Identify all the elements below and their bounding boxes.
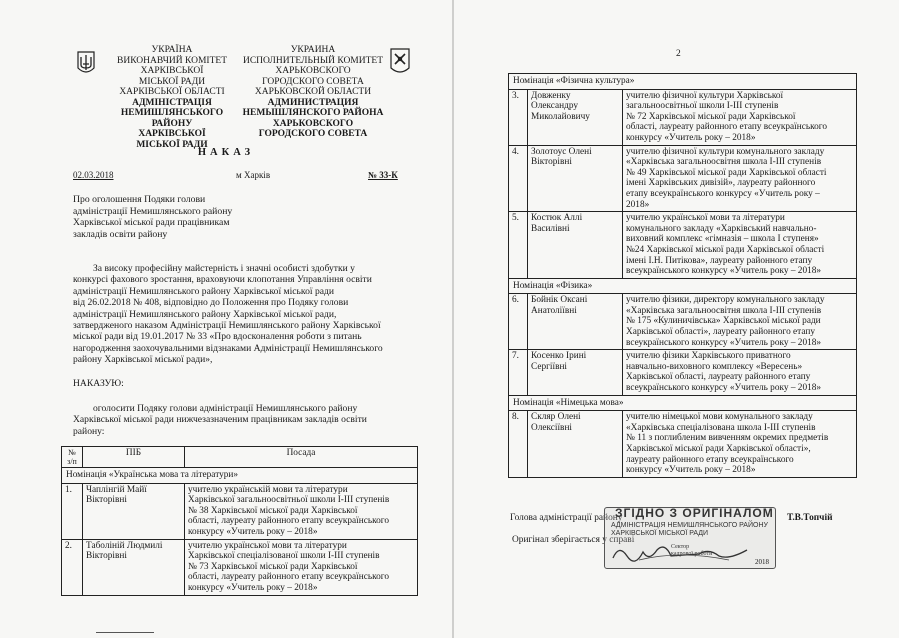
position-line: конкурсу «Учитель року – 2018» bbox=[626, 132, 756, 143]
position-line: конкурсу «Учитель року – 2018» bbox=[188, 526, 318, 537]
table-row bbox=[509, 294, 857, 350]
name-line: Таболіній Людмилі bbox=[86, 540, 163, 551]
row-position bbox=[623, 294, 857, 350]
position-line: учителю фізики, директору комунального закладу bbox=[626, 295, 825, 306]
table-row bbox=[509, 350, 857, 395]
header-line: ВИКОНАВЧИЙ КОМІТЕТ bbox=[117, 55, 227, 66]
position-line: Харківської спеціалізованої школи І-ІІІ ступенів bbox=[188, 551, 380, 562]
nomination-label: Номінація «Українська мова та літератури» bbox=[62, 468, 418, 484]
position-line: загальноосвітньої школи І-ІІІ ступенів bbox=[626, 101, 779, 112]
body-line: адміністрації Немишлянського району Харківської міської ради, bbox=[73, 308, 337, 320]
position-line: області, лауреату районного етапу всеукраїнського bbox=[626, 122, 828, 133]
table-row bbox=[62, 483, 418, 539]
name-line: Вікторівні bbox=[86, 551, 127, 562]
nomination-row bbox=[509, 395, 857, 411]
header-line: УКРАИНА bbox=[290, 45, 336, 55]
header-line: ХАРЬКОВСКОГО bbox=[272, 118, 354, 129]
document-subject bbox=[73, 194, 232, 240]
signatory-name: Т.В.Топчій bbox=[787, 513, 833, 523]
trident-emblem-icon bbox=[76, 50, 96, 81]
table-row bbox=[509, 411, 857, 478]
nomination-label: Номінація «Фізика» bbox=[509, 278, 857, 294]
position-line: учителю українській мови та літератури bbox=[188, 484, 348, 495]
row-name bbox=[528, 411, 623, 478]
row-number: 6. bbox=[509, 294, 528, 350]
body-line: адміністрації Немишлянського району Харківської міської ради bbox=[73, 285, 335, 297]
stamp-line: Сектор bbox=[671, 544, 690, 550]
stamp-line: ХАРКІВСЬКОЇ МІСЬКОЇ РАДИ bbox=[611, 530, 709, 537]
position-line: учителю фізичної культури Харківської bbox=[626, 90, 784, 101]
name-line: Бойнік Оксані bbox=[531, 295, 588, 306]
position-line: всеукраїнського конкурсу «Учитель року – 2018» bbox=[626, 266, 822, 277]
document-number: № 33-К bbox=[368, 170, 398, 180]
header-cell-position: Посада bbox=[185, 447, 418, 468]
row-number: 7. bbox=[509, 350, 528, 395]
header-line: НЕМЫШЛЯНСКОГО РАЙОНА bbox=[242, 108, 384, 118]
stamp-date: 2018 bbox=[755, 558, 769, 566]
body-line: оголосити Подяку голови адміністрації Немишлянського району bbox=[93, 403, 358, 414]
row-number: 2. bbox=[62, 539, 83, 595]
nomination-label: Номінація «Фізична культура» bbox=[509, 74, 857, 90]
nomination-label: Номінація «Німецька мова» bbox=[509, 395, 857, 411]
header-line: МІСЬКОЇ РАДИ bbox=[136, 139, 208, 150]
nomination-row bbox=[509, 74, 857, 90]
position-line: імені Харківських дивізій», лауреату районного bbox=[626, 178, 816, 189]
position-line: «Харківська загальноосвітня школа І-ІІІ ступенів bbox=[626, 157, 822, 168]
row-number: 8. bbox=[509, 411, 528, 478]
header-line: ХАРКІВСЬКОЇ bbox=[138, 129, 206, 139]
subject-line: закладів освіти району bbox=[73, 228, 168, 240]
table-header-row bbox=[62, 447, 418, 468]
signatory-title: Голова адміністрації району bbox=[510, 513, 623, 523]
document-city: м Харків bbox=[236, 170, 271, 180]
row-name bbox=[83, 483, 185, 539]
row-name bbox=[528, 350, 623, 395]
body-line: району: bbox=[73, 425, 105, 437]
position-line: учителю української мови та літератури bbox=[188, 540, 347, 551]
name-line: Вікторівні bbox=[86, 495, 127, 506]
name-line: Костюк Аллі bbox=[531, 213, 583, 224]
row-position bbox=[185, 483, 418, 539]
header-line: ХАРКІВСЬКОЇ ОБЛАСТІ bbox=[119, 87, 225, 97]
position-line: Харківської загальноосвітньої школи І-ІІІ ступенів bbox=[188, 495, 390, 506]
header-line: ХАРЬКОВСКОГО bbox=[275, 66, 351, 76]
footer-divider bbox=[96, 632, 154, 633]
position-line: комунального закладу «Харківський навчально- bbox=[626, 223, 817, 234]
position-line: № 73 Харківської міської ради Харківської bbox=[188, 561, 358, 572]
position-line: етапу всеукраїнського конкурсу «Учитель року – bbox=[626, 188, 820, 199]
name-line: Вікторівні bbox=[531, 157, 572, 168]
row-name bbox=[528, 212, 623, 279]
position-line: 2018» bbox=[626, 199, 650, 210]
table-row bbox=[509, 212, 857, 279]
header-cell-name: ПІБ bbox=[83, 447, 185, 468]
body-line: нагородження заохочувальними відзнаками Адміністрації Немишлянського bbox=[73, 342, 383, 354]
nomination-row bbox=[62, 468, 418, 484]
position-line: № 175 «Кулиничівська» Харківської міської ради bbox=[626, 316, 821, 327]
document-type-title: НАКАЗ bbox=[197, 147, 255, 158]
name-line: Золотоус Олені bbox=[531, 146, 592, 157]
position-line: навчально-виховного комплексу «Вересень» bbox=[626, 361, 803, 372]
name-line: Скляр Олені bbox=[531, 412, 581, 423]
body-line: міської ради від 19.01.2017 № 33 «Про вдосконалення роботи з питань bbox=[73, 331, 362, 343]
position-line: всеукраїнського конкурсу «Учитель року – 2018» bbox=[626, 383, 822, 394]
position-line: учителю української мови та літератури bbox=[626, 213, 785, 224]
page-number: 2 bbox=[676, 49, 681, 59]
name-line: Косенко Ірині bbox=[531, 351, 587, 362]
position-line: області, лауреату районного етапу всеукраїнського bbox=[188, 572, 390, 583]
position-line: учителю фізичної культури комунального закладу bbox=[626, 146, 825, 157]
awardees-table-page-1 bbox=[61, 446, 418, 596]
body-line: Харківської міської ради нижчезазначеним працівникам закладів освіти bbox=[73, 414, 367, 426]
name-line: Чаплінгій Майї bbox=[86, 484, 147, 495]
row-number: 5. bbox=[509, 212, 528, 279]
order-word: НАКАЗУЮ: bbox=[73, 378, 124, 389]
table-row bbox=[509, 145, 857, 212]
row-position bbox=[623, 89, 857, 145]
table-row bbox=[509, 89, 857, 145]
header-cell-num: № з/п bbox=[62, 447, 83, 468]
table-row bbox=[62, 539, 418, 595]
row-name bbox=[83, 539, 185, 595]
position-line: № 11 з поглибленим вивченням окремих предметів bbox=[626, 433, 829, 444]
row-position bbox=[623, 411, 857, 478]
subject-line: Харківської міської ради працівникам bbox=[73, 217, 230, 229]
position-line: № 38 Харківської міської ради Харківської bbox=[188, 505, 358, 516]
position-line: всеукраїнського конкурсу «Учитель року – 2018» bbox=[626, 337, 822, 348]
stamp-line: АДМІНІСТРАЦІЯ НЕМИШЛЯНСЬКОГО РАЙОНУ bbox=[611, 522, 768, 529]
stamp-title: ЗГІДНО З ОРИГІНАЛОМ bbox=[615, 506, 774, 520]
subject-line: Про оголошення Подяки голови bbox=[73, 194, 206, 205]
original-note: Оригінал зберігається у справі bbox=[512, 535, 635, 545]
subject-line: адміністрації Немишлянського району bbox=[73, 205, 233, 217]
name-line: Олексіївні bbox=[531, 422, 573, 433]
row-name bbox=[528, 89, 623, 145]
header-line: МІСЬКОЇ РАДИ bbox=[138, 76, 206, 87]
city-coat-of-arms-icon bbox=[390, 48, 410, 81]
name-line: Довженку bbox=[531, 90, 571, 101]
position-line: «Харківська загальноосвітня школа І-ІІІ ступенів bbox=[626, 305, 822, 316]
row-name bbox=[528, 145, 623, 212]
position-line: учителю фізики Харківського приватного bbox=[626, 351, 791, 362]
position-line: № 72 Харківської міської ради Харківської bbox=[626, 111, 796, 122]
row-number: 1. bbox=[62, 483, 83, 539]
name-line: Миколайовичу bbox=[531, 111, 590, 122]
body-line: конкурсі фахового зростання, враховуючи клопотання Управління освіти bbox=[73, 274, 372, 286]
body-line: від 26.02.2018 № 408, відповідно до Положення про Подяку голови bbox=[73, 297, 349, 309]
name-line: Олександру bbox=[531, 101, 579, 112]
name-line: Василівні bbox=[531, 223, 570, 234]
header-line: ХАРКІВСЬКОЇ bbox=[140, 66, 204, 76]
header-line: АДМІНІСТРАЦІЯ bbox=[132, 97, 212, 108]
position-line: конкурсу «Учитель року – 2018» bbox=[188, 582, 318, 593]
nomination-row bbox=[509, 278, 857, 294]
position-line: №24 Харківської міської ради Харківської області bbox=[626, 244, 825, 255]
body-line: затвердженого наказом Адміністрації Немишлянського району Харківської bbox=[73, 320, 381, 332]
row-name bbox=[528, 294, 623, 350]
position-line: конкурсу «Учитель року – 2018» bbox=[626, 465, 756, 476]
row-number: 4. bbox=[509, 145, 528, 212]
body-line: району Харківської міської ради», bbox=[73, 354, 213, 366]
header-line: АДМИНИСТРАЦИЯ bbox=[267, 97, 359, 108]
name-line: Сергіївні bbox=[531, 361, 568, 372]
awardees-table-page-2 bbox=[508, 73, 857, 478]
position-line: лауреату районного етапу всеукраїнського bbox=[626, 454, 794, 465]
header-line: УКРАЇНА bbox=[151, 45, 193, 55]
header-line: ГОРОДСКОГО СОВЕТА bbox=[262, 76, 364, 87]
row-position bbox=[623, 212, 857, 279]
header-line: НЕМИШЛЯНСЬКОГО РАЙОНУ bbox=[120, 108, 224, 129]
body-line: За високу професійну майстерність і значні особисті здобутки у bbox=[93, 263, 355, 274]
position-line: Харківської міської ради Харківської області», bbox=[626, 444, 811, 454]
row-number: 3. bbox=[509, 89, 528, 145]
header-line: ГОРОДСКОГО СОВЕТА bbox=[258, 129, 368, 139]
position-line: «Харківська спеціалізована школа І-ІІІ ступенів bbox=[626, 422, 816, 433]
position-line: учителю німецької мови комунального закладу bbox=[626, 412, 813, 423]
position-line: Харківської області», лауреату районного етапу bbox=[626, 327, 815, 338]
position-line: виховний комплекс «гімназія – школа І ступеня» bbox=[626, 234, 819, 245]
handwritten-signature-icon bbox=[609, 538, 759, 564]
position-line: області, лауреату районного етапу всеукраїнського bbox=[188, 516, 390, 527]
stamp-org bbox=[611, 522, 768, 538]
preamble-paragraph bbox=[73, 263, 409, 366]
document-date: 02.03.2018 bbox=[73, 170, 114, 180]
row-position bbox=[623, 350, 857, 395]
position-line: імені І.Н. Питікова», лауреату районного етапу bbox=[626, 255, 813, 266]
stamp-line: кадрової роботи bbox=[671, 551, 713, 557]
position-line: Харківської області, лауреату районного етапу bbox=[626, 372, 811, 383]
row-position bbox=[623, 145, 857, 212]
certified-copy-stamp bbox=[604, 507, 776, 569]
header-line: ХАРЬКОВСКОЙ ОБЛАСТИ bbox=[254, 87, 372, 97]
header-russian bbox=[242, 45, 384, 140]
header-ukrainian bbox=[104, 45, 240, 150]
order-paragraph bbox=[73, 403, 409, 437]
position-line: № 49 Харківської міської ради Харківської області bbox=[626, 167, 827, 178]
row-position bbox=[185, 539, 418, 595]
header-line: ИСПОЛНИТЕЛЬНЫЙ КОМИТЕТ bbox=[242, 55, 384, 66]
name-line: Анатоліївні bbox=[531, 305, 577, 316]
